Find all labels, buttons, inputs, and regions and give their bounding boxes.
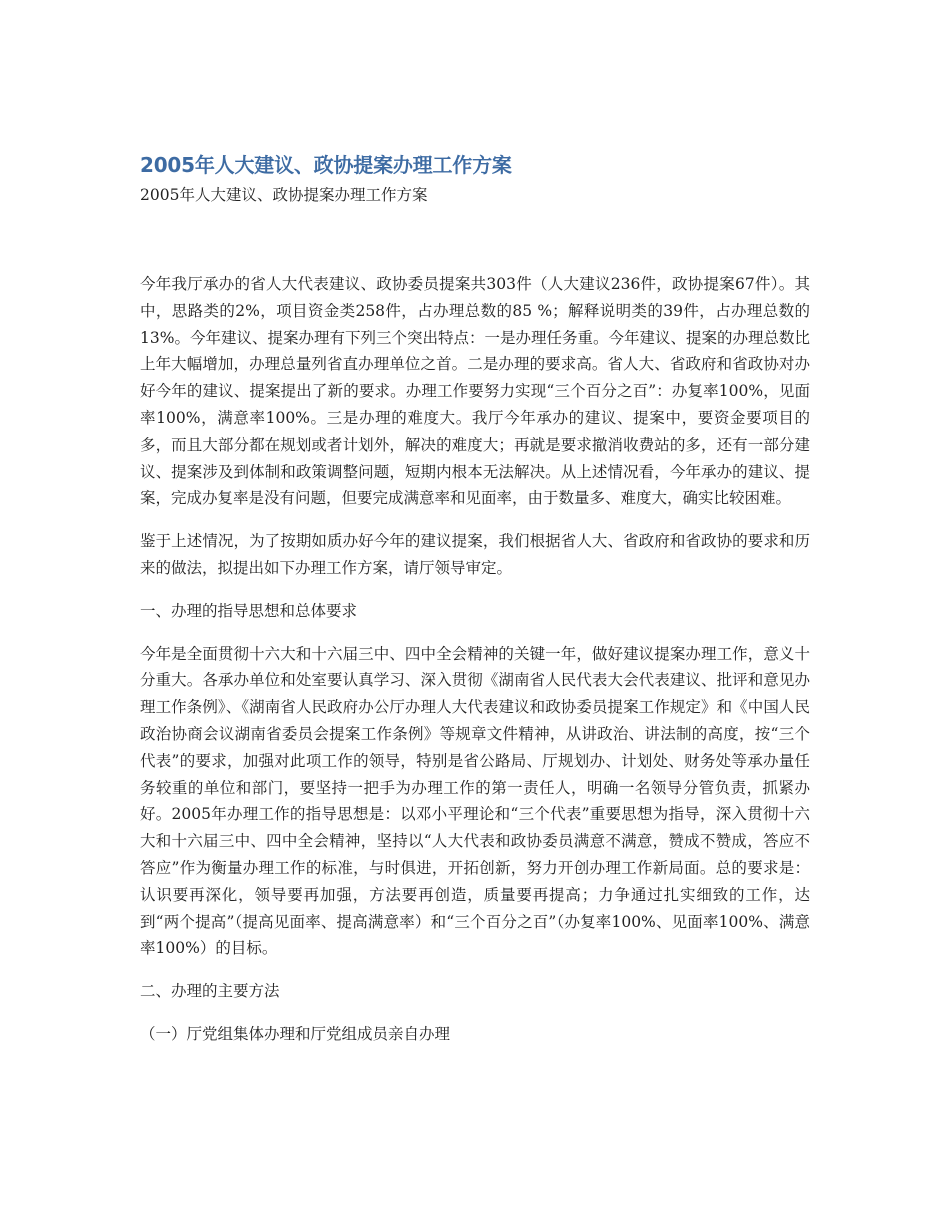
- subsection-heading-party-group: （一）厅党组集体办理和厅党组成员亲自办理: [140, 1024, 451, 1043]
- paragraph-proposal: 鉴于上述情况，为了按期如质办好今年的建议提案，我们根据省人大、省政府和省政协的要求和历来的做法，拟提出如下办理工作方案，请厅领导审定。: [140, 532, 810, 577]
- section-heading-main-methods: 二、办理的主要方法: [140, 982, 280, 1001]
- section-heading-guiding-principles: 一、办理的指导思想和总体要求: [140, 601, 358, 620]
- document-title: 2005年人大建议、政协提案办理工作方案: [140, 153, 512, 177]
- paragraph-overview: 今年我厅承办的省人大代表建议、政协委员提案共303件（人大建议236件，政协提案67件）。其中，思路类的2%，项目资金类258件，占办理总数的85 %；解释说明类的39件，占办理总数的13%。今年建议、提案办理有下列三个突出特点：一是办理任务重。今年建议、提案的办理总数比上年大幅增加，办理总量列省直办理单位之首。二是办理的要求高。省人大、省政府和省政协对办好今年的建议、提案提出了新的要求。办理工作要努力实现“三个百分之百”：办复率100%，见面率100%，满意率100%。三是办理的难度大。我厅今年承办的建议、提案中，要资金要项目的多，而且大部分都在规划或者计划外，解决的难度大；再就是要求撤消收费站的多，还有一部分建议、提案涉及到体制和政策调整问题，短期内根本无法解决。从上述情况看，今年承办的建议、提案，完成办复率是没有问题，但要完成满意率和见面率，由于数量多、难度大，确实比较困难。: [140, 275, 810, 508]
- document-page: [140, 150, 810, 1048]
- document-subtitle: 2005年人大建议、政协提案办理工作方案: [140, 186, 428, 204]
- paragraph-guiding-principles: 今年是全面贯彻十六大和十六届三中、四中全会精神的关键一年，做好建议提案办理工作，意义十分重大。各承办单位和处室要认真学习、深入贯彻《湖南省人民代表大会代表建议、批评和意见办理工作条例》、《湖南省人民政府办公厅办理人大代表建议和政协委员提案工作规定》和《中国人民政治协商会议湖南省委员会提案工作条例》等规章文件精神，从讲政治、讲法制的高度，按“三个代表”的要求，加强对此项工作的领导，特别是省公路局、厅规划办、计划处、财务处等承办量任务较重的单位和部门，要坚持一把手为办理工作的第一责任人，明确一名领导分管负责，抓紧办好。2005年办理工作的指导思想是：以邓小平理论和“三个代表”重要思想为指导，深入贯彻十六大和十六届三中、四中全会精神，坚持以“人大代表和政协委员满意不满意，赞成不赞成，答应不答应”作为衡量办理工作的标准，与时俱进，开拓创新，努力开创办理工作新局面。总的要求是：认识要再深化，领导要再加强，方法要再创造，质量要再提高；力争通过扎实细致的工作，达到“两个提高”（提高见面率、提高满意率）和“三个百分之百”（办复率100%、见面率100%、满意率100%）的目标。: [140, 644, 810, 958]
